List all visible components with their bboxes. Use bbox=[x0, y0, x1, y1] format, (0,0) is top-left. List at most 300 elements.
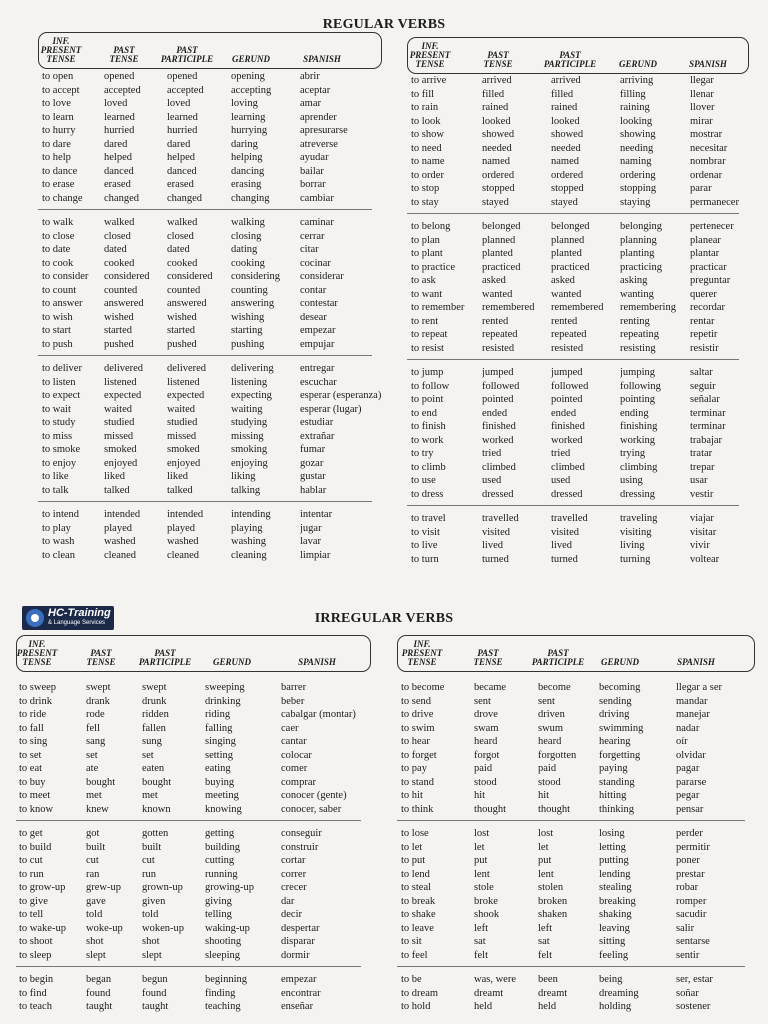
verb-spanish: comer bbox=[281, 763, 308, 774]
verb-past-participle: considered bbox=[167, 271, 213, 282]
verb-row bbox=[397, 789, 755, 802]
verb-past-tense: cleaned bbox=[104, 549, 137, 561]
verb-gerund: dreaming bbox=[599, 987, 639, 999]
verb-past-tense: held bbox=[474, 1001, 493, 1012]
verb-spanish: beber bbox=[281, 695, 305, 707]
verb-infinitive: to think bbox=[401, 803, 434, 815]
verb-spanish: pararse bbox=[676, 776, 707, 788]
verb-gerund: beginning bbox=[205, 974, 247, 985]
verb-past-tense: taught bbox=[86, 1001, 113, 1012]
verb-gerund: eating bbox=[205, 763, 231, 774]
verb-infinitive: to resist bbox=[411, 342, 444, 354]
verb-past-participle: taught bbox=[142, 1001, 169, 1012]
verb-spanish: empezar bbox=[300, 325, 336, 336]
verb-past-tense: listened bbox=[104, 376, 137, 388]
verb-past-tense: dared bbox=[104, 138, 128, 150]
verb-past-participle: gotten bbox=[142, 828, 169, 839]
verb-past-tense: jumped bbox=[482, 367, 514, 378]
verb-row bbox=[397, 776, 755, 789]
verb-gerund: needing bbox=[620, 142, 654, 154]
verb-past-participle: lent bbox=[538, 868, 554, 880]
verb-past-tense: paid bbox=[474, 763, 493, 774]
verb-infinitive: to need bbox=[411, 142, 442, 154]
header-gerund: GERUND bbox=[212, 657, 251, 667]
verb-spanish: recordar bbox=[690, 302, 725, 313]
verb-gerund: buying bbox=[205, 776, 235, 788]
verb-spanish: prestar bbox=[676, 868, 705, 880]
verb-past-participle: pushed bbox=[167, 338, 197, 350]
verb-spanish: seguir bbox=[690, 380, 716, 392]
verb-gerund: paying bbox=[599, 763, 628, 774]
verb-spanish: sostener bbox=[676, 1001, 711, 1012]
verb-infinitive: to hit bbox=[401, 790, 423, 801]
verb-past-participle: built bbox=[142, 841, 162, 853]
verb-past-tense: showed bbox=[482, 129, 515, 140]
verb-infinitive: to remember bbox=[411, 302, 465, 313]
verb-gerund: helping bbox=[231, 152, 263, 163]
verb-infinitive: to find bbox=[19, 987, 47, 999]
verb-row bbox=[397, 895, 755, 908]
verb-spanish: desear bbox=[300, 311, 327, 323]
verb-past-participle: travelled bbox=[551, 513, 588, 524]
verb-gerund: pushing bbox=[231, 338, 265, 350]
verb-row bbox=[397, 987, 755, 1000]
verb-row bbox=[397, 722, 755, 735]
verb-past-participle: looked bbox=[551, 115, 580, 127]
verb-past-tense: let bbox=[474, 841, 485, 853]
logo-mark-icon bbox=[26, 609, 44, 627]
verb-spanish: intentar bbox=[300, 509, 333, 520]
verb-gerund: wishing bbox=[231, 311, 265, 323]
verb-spanish: cambiar bbox=[300, 192, 334, 204]
header-spanish: SPANISH bbox=[303, 54, 341, 64]
verb-past-participle: shaken bbox=[538, 909, 568, 920]
verb-past-tense: fell bbox=[86, 722, 100, 734]
verb-infinitive: to belong bbox=[411, 221, 451, 232]
verb-past-tense: waited bbox=[104, 403, 132, 415]
verb-row bbox=[397, 681, 755, 694]
verb-infinitive: to change bbox=[42, 192, 83, 204]
verb-row bbox=[16, 908, 371, 921]
verb-row bbox=[407, 539, 749, 552]
verb-gerund: looking bbox=[620, 115, 653, 127]
verb-row bbox=[38, 243, 382, 256]
verb-gerund: finding bbox=[205, 987, 236, 999]
verb-row bbox=[407, 88, 749, 101]
verb-past-tense: considered bbox=[104, 271, 150, 282]
verb-infinitive: to shoot bbox=[19, 936, 53, 947]
verb-infinitive: to open bbox=[42, 71, 74, 82]
verb-infinitive: to know bbox=[19, 803, 54, 815]
verb-gerund: building bbox=[205, 841, 241, 853]
verb-infinitive: to jump bbox=[411, 367, 444, 378]
verb-past-participle: ended bbox=[551, 407, 577, 419]
verb-past-tense: talked bbox=[104, 484, 130, 496]
group-divider bbox=[397, 820, 745, 821]
verb-infinitive: to ride bbox=[19, 709, 47, 720]
verb-past-tense: ordered bbox=[482, 169, 515, 181]
verb-row bbox=[407, 142, 749, 155]
verb-past-tense: stopped bbox=[482, 183, 515, 194]
verb-past-participle: stayed bbox=[551, 196, 578, 208]
verb-row bbox=[397, 708, 755, 721]
verb-past-participle: woken-up bbox=[142, 922, 184, 934]
verb-past-tense: missed bbox=[104, 430, 134, 442]
verb-row bbox=[407, 407, 749, 420]
verb-gerund: sweeping bbox=[205, 682, 245, 693]
verb-spanish: sentarse bbox=[676, 936, 710, 947]
verb-past-tense: travelled bbox=[482, 513, 519, 524]
header-past-participle: PAST PARTICIPLE bbox=[160, 45, 214, 64]
verb-past-tense: studied bbox=[104, 417, 135, 428]
verb-past-participle: remembered bbox=[551, 302, 604, 313]
verb-row bbox=[407, 474, 749, 487]
verb-infinitive: to dance bbox=[42, 165, 78, 177]
verb-infinitive: to let bbox=[401, 841, 423, 853]
verb-infinitive: to start bbox=[42, 325, 71, 336]
verb-spanish: mirar bbox=[690, 115, 713, 127]
verb-spanish: mandar bbox=[676, 695, 708, 707]
verb-gerund: sleeping bbox=[205, 949, 240, 961]
verb-gerund: expecting bbox=[231, 390, 272, 401]
verb-spanish: disparar bbox=[281, 936, 315, 947]
verb-spanish: borrar bbox=[300, 179, 326, 190]
verb-past-participle: washed bbox=[167, 536, 199, 547]
verb-spanish: conocer, saber bbox=[281, 803, 342, 815]
verb-past-tense: broke bbox=[474, 895, 498, 907]
verb-infinitive: to repeat bbox=[411, 329, 448, 340]
verb-infinitive: to stand bbox=[401, 776, 434, 788]
verb-spanish: romper bbox=[676, 895, 707, 907]
verb-row bbox=[397, 935, 755, 948]
verb-gerund: dancing bbox=[231, 165, 265, 177]
verb-past-tense: found bbox=[86, 987, 111, 999]
header-past-tense: PAST TENSE bbox=[483, 50, 513, 69]
verb-infinitive: to expect bbox=[42, 390, 81, 401]
verb-past-participle: bought bbox=[142, 776, 172, 788]
verb-spanish: dormir bbox=[281, 949, 310, 961]
verb-gerund: talking bbox=[231, 484, 261, 496]
verb-past-participle: put bbox=[538, 855, 552, 866]
header-past-tense: PAST TENSE bbox=[473, 648, 503, 667]
verb-past-tense: met bbox=[86, 790, 102, 801]
verb-past-participle: ordered bbox=[551, 169, 584, 181]
verb-past-tense: swept bbox=[86, 682, 111, 693]
verb-row bbox=[407, 301, 749, 314]
verb-spanish: saltar bbox=[690, 367, 713, 378]
verb-infinitive: to pay bbox=[401, 763, 427, 774]
header-spanish: SPANISH bbox=[689, 59, 727, 69]
verb-spanish: hablar bbox=[300, 484, 327, 496]
verb-spanish: llenar bbox=[690, 88, 714, 100]
verb-infinitive: to shake bbox=[401, 909, 436, 920]
verb-past-tense: expected bbox=[104, 390, 142, 401]
verb-infinitive: to study bbox=[42, 417, 76, 428]
hc-training-logo bbox=[22, 606, 114, 630]
verb-gerund: dating bbox=[231, 244, 258, 255]
verb-row bbox=[38, 470, 382, 483]
verb-past-participle: stood bbox=[538, 776, 561, 788]
verb-spanish: perder bbox=[676, 828, 703, 839]
verb-spanish: trabajar bbox=[690, 434, 723, 446]
verb-infinitive: to dress bbox=[411, 488, 444, 500]
verb-spanish: mostrar bbox=[690, 129, 723, 140]
verb-past-participle: given bbox=[142, 895, 166, 907]
verb-past-tense: used bbox=[482, 475, 502, 486]
verb-past-participle: dreamt bbox=[538, 987, 568, 999]
verb-infinitive: to travel bbox=[411, 513, 446, 524]
verb-row bbox=[407, 420, 749, 433]
group-divider bbox=[407, 359, 739, 360]
verb-spanish: abrir bbox=[300, 71, 320, 82]
verb-gerund: jumping bbox=[620, 367, 656, 378]
verb-past-tense: told bbox=[86, 909, 103, 920]
verb-gerund: repeating bbox=[620, 329, 660, 340]
verb-past-participle: used bbox=[551, 475, 571, 486]
verb-gerund: changing bbox=[231, 192, 270, 204]
verb-infinitive: to love bbox=[42, 98, 71, 109]
verb-past-tense: wished bbox=[104, 311, 134, 323]
verb-infinitive: to run bbox=[19, 868, 44, 880]
verb-past-participle: tried bbox=[551, 448, 571, 459]
verb-row bbox=[16, 841, 371, 854]
header-infinitive: INF. PRESENT TENSE bbox=[40, 36, 82, 64]
verb-gerund: cleaning bbox=[231, 549, 267, 561]
verb-past-tense: became bbox=[474, 682, 507, 693]
verb-past-participle: answered bbox=[167, 298, 207, 309]
verb-past-participle: met bbox=[142, 790, 158, 801]
verb-gerund: arriving bbox=[620, 75, 654, 86]
verb-past-tense: got bbox=[86, 828, 100, 839]
verb-gerund: cutting bbox=[205, 855, 235, 866]
verb-gerund: shooting bbox=[205, 936, 242, 947]
verb-row bbox=[407, 155, 749, 168]
verb-gerund: staying bbox=[620, 196, 651, 208]
verb-spanish: contestar bbox=[300, 298, 338, 309]
verb-past-participle: intended bbox=[167, 509, 204, 520]
verb-past-tense: gave bbox=[86, 895, 106, 907]
verb-past-participle: run bbox=[142, 868, 156, 880]
verb-row bbox=[16, 722, 371, 735]
verb-row bbox=[38, 457, 382, 470]
verb-gerund: closing bbox=[231, 230, 262, 242]
verb-past-tense: accepted bbox=[104, 84, 141, 96]
verb-row bbox=[38, 311, 382, 324]
verb-gerund: using bbox=[620, 475, 643, 486]
verb-spanish: caer bbox=[281, 722, 299, 734]
verb-past-tense: shook bbox=[474, 909, 500, 920]
verb-past-tense: belonged bbox=[482, 221, 521, 232]
verb-spanish: resistir bbox=[690, 342, 719, 354]
verb-gerund: practicing bbox=[620, 261, 662, 273]
verb-past-tense: tried bbox=[482, 448, 502, 459]
verb-gerund: wanting bbox=[620, 288, 654, 300]
verb-gerund: studying bbox=[231, 417, 268, 428]
verb-gerund: falling bbox=[205, 722, 233, 734]
verb-gerund: leaving bbox=[599, 922, 630, 934]
header-past-tense: PAST TENSE bbox=[86, 648, 116, 667]
verb-row bbox=[397, 762, 755, 775]
verb-infinitive: to date bbox=[42, 244, 71, 255]
verb-infinitive: to eat bbox=[19, 763, 43, 774]
verb-infinitive: to lend bbox=[401, 868, 430, 880]
verb-infinitive: to hurry bbox=[42, 125, 76, 136]
verb-past-tense: turned bbox=[482, 553, 509, 565]
group-divider bbox=[407, 213, 739, 214]
verb-infinitive: to order bbox=[411, 169, 444, 181]
verb-infinitive: to want bbox=[411, 288, 443, 300]
verb-infinitive: to wash bbox=[42, 536, 75, 547]
verb-past-participle: showed bbox=[551, 129, 584, 140]
verb-gerund: being bbox=[599, 974, 623, 985]
verb-infinitive: to talk bbox=[42, 484, 69, 496]
verb-spanish: crecer bbox=[281, 882, 307, 893]
verb-row bbox=[407, 526, 749, 539]
verb-past-tense: filled bbox=[482, 88, 505, 100]
verb-past-participle: played bbox=[167, 522, 195, 534]
verb-gerund: thinking bbox=[599, 803, 635, 815]
verb-infinitive: to point bbox=[411, 394, 444, 405]
verb-past-participle: rented bbox=[551, 315, 578, 327]
verb-gerund: dressing bbox=[620, 488, 655, 500]
verb-infinitive: to work bbox=[411, 434, 444, 446]
verb-spanish: conseguir bbox=[281, 828, 322, 839]
verb-row bbox=[38, 124, 382, 137]
verb-row bbox=[38, 230, 382, 243]
group-divider bbox=[407, 505, 739, 506]
logo-brand: HC-Training bbox=[48, 607, 111, 619]
verb-spanish: caminar bbox=[300, 217, 334, 228]
verb-past-tense: bought bbox=[86, 776, 116, 788]
verb-past-tense: began bbox=[86, 974, 112, 985]
verb-infinitive: to turn bbox=[411, 553, 439, 565]
verb-gerund: enjoying bbox=[231, 457, 268, 469]
verb-infinitive: to rent bbox=[411, 315, 439, 327]
verb-gerund: accepting bbox=[231, 84, 272, 96]
verb-past-participle: dated bbox=[167, 244, 190, 255]
verb-infinitive: to help bbox=[42, 152, 71, 163]
verb-spanish: permitir bbox=[676, 841, 710, 853]
verb-past-participle: held bbox=[538, 1001, 557, 1012]
verb-row bbox=[407, 182, 749, 195]
verb-row bbox=[397, 841, 755, 854]
header-gerund: GERUND bbox=[600, 657, 639, 667]
verb-spanish: jugar bbox=[300, 522, 322, 534]
verb-infinitive: to end bbox=[411, 407, 437, 419]
verb-infinitive: to show bbox=[411, 129, 444, 140]
verb-past-tense: forgot bbox=[474, 749, 500, 761]
verb-past-tense: resisted bbox=[482, 342, 515, 354]
verb-past-participle: arrived bbox=[551, 75, 581, 86]
verb-past-tense: ran bbox=[86, 868, 100, 880]
verb-infinitive: to plan bbox=[411, 234, 440, 246]
verb-past-tense: lent bbox=[474, 868, 490, 880]
verb-row bbox=[407, 315, 749, 328]
verb-past-participle: stopped bbox=[551, 183, 584, 194]
verb-past-tense: climbed bbox=[482, 461, 516, 473]
verb-infinitive: to set bbox=[19, 749, 42, 761]
verb-spanish: comprar bbox=[281, 776, 316, 788]
verb-past-tense: loved bbox=[104, 98, 128, 109]
verb-row bbox=[38, 297, 382, 310]
verb-past-tense: danced bbox=[104, 165, 134, 177]
verb-past-tense: changed bbox=[104, 192, 139, 204]
verb-past-participle: heard bbox=[538, 736, 562, 747]
verb-infinitive: to intend bbox=[42, 509, 80, 520]
verb-spanish: salir bbox=[676, 922, 695, 934]
verb-infinitive: to arrive bbox=[411, 75, 447, 86]
verb-infinitive: to drink bbox=[19, 695, 52, 707]
verb-infinitive: to steal bbox=[401, 882, 432, 893]
verb-spanish: pertenecer bbox=[690, 221, 734, 232]
verb-row bbox=[407, 101, 749, 114]
verb-spanish: lavar bbox=[300, 536, 321, 547]
verb-past-tense: named bbox=[482, 156, 510, 167]
verb-row bbox=[397, 949, 755, 962]
verb-row bbox=[407, 247, 749, 260]
verb-spanish: ser, estar bbox=[676, 974, 713, 985]
verb-past-participle: become bbox=[538, 682, 571, 693]
verb-past-participle: forgotten bbox=[538, 749, 577, 761]
verb-spanish: extrañar bbox=[300, 430, 335, 442]
verb-gerund: telling bbox=[205, 909, 232, 920]
verb-row bbox=[407, 274, 749, 287]
verb-infinitive: to cook bbox=[42, 257, 74, 269]
verb-infinitive: to dare bbox=[42, 138, 71, 150]
verb-spanish: pagar bbox=[676, 763, 700, 774]
verb-infinitive: to consider bbox=[42, 271, 89, 282]
verb-row bbox=[38, 338, 382, 351]
verb-past-participle: accepted bbox=[167, 84, 204, 96]
verb-past-participle: practiced bbox=[551, 261, 590, 273]
verb-infinitive: to climb bbox=[411, 461, 446, 473]
verb-past-tense: swam bbox=[474, 722, 499, 734]
verb-row bbox=[397, 735, 755, 748]
irregular-verbs-title: IRREGULAR VERBS bbox=[314, 611, 454, 626]
verb-gerund: listening bbox=[231, 376, 268, 388]
verb-gerund: driving bbox=[599, 709, 630, 720]
verb-spanish: planear bbox=[690, 234, 721, 246]
verb-row bbox=[16, 695, 371, 708]
header-infinitive: INF. PRESENT TENSE bbox=[409, 41, 451, 69]
verb-gerund: asking bbox=[620, 275, 648, 286]
verb-past-participle: visited bbox=[551, 526, 579, 538]
verb-row bbox=[407, 342, 749, 355]
verb-past-tense: washed bbox=[104, 536, 136, 547]
verb-past-participle: rained bbox=[551, 102, 578, 113]
verb-gerund: finishing bbox=[620, 421, 658, 432]
verb-gerund: belonging bbox=[620, 221, 662, 232]
verb-row bbox=[38, 97, 382, 110]
verb-spanish: sacudir bbox=[676, 909, 707, 920]
verb-gerund: delivering bbox=[231, 363, 274, 374]
header-past-participle: PAST PARTICIPLE bbox=[543, 50, 597, 69]
verb-past-participle: been bbox=[538, 974, 558, 985]
verb-row bbox=[397, 854, 755, 867]
verb-gerund: giving bbox=[205, 895, 232, 907]
verb-infinitive: to practice bbox=[411, 261, 456, 273]
verb-past-tense: was, were bbox=[474, 974, 516, 985]
verb-spanish: citar bbox=[300, 244, 319, 255]
verb-row bbox=[16, 854, 371, 867]
verb-past-participle: sent bbox=[538, 695, 555, 707]
verb-past-tense: started bbox=[104, 325, 132, 336]
verb-past-tense: dated bbox=[104, 244, 127, 255]
verb-past-participle: resisted bbox=[551, 342, 584, 354]
verb-past-tense: repeated bbox=[482, 329, 518, 340]
verb-row bbox=[16, 789, 371, 802]
verb-spanish: repetir bbox=[690, 329, 718, 340]
